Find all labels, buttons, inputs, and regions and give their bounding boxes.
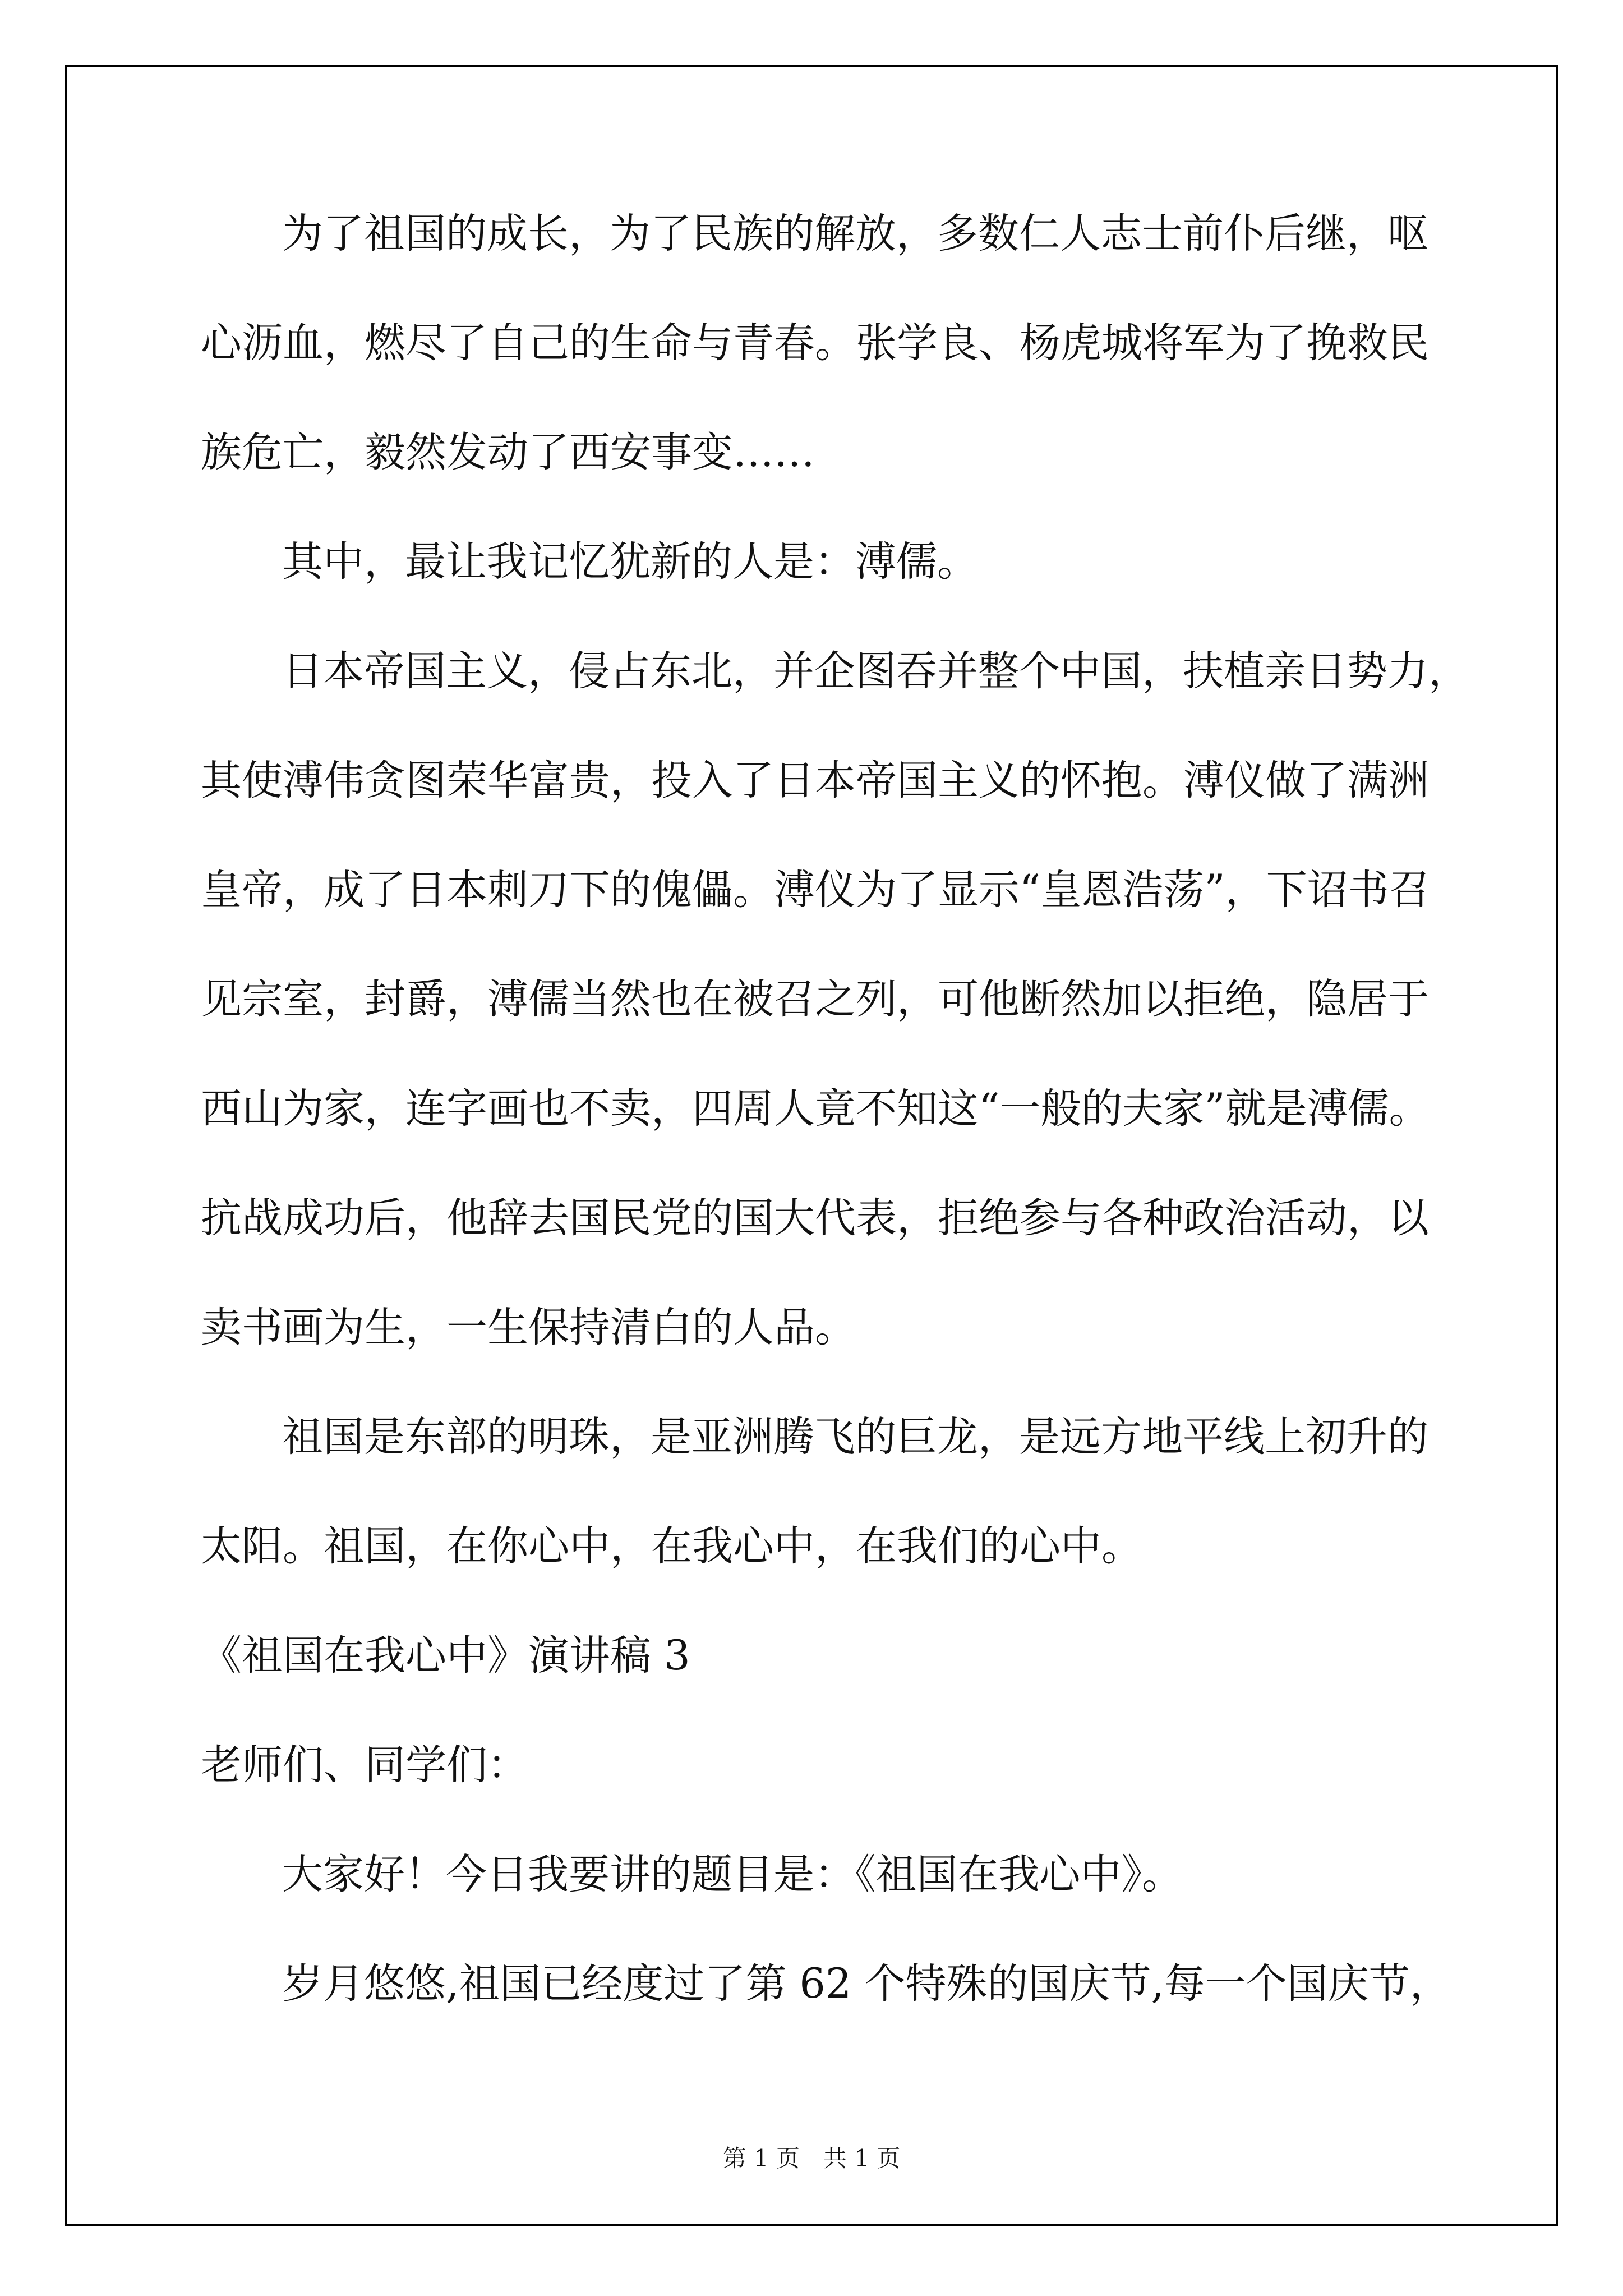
text-line: 心沥血，燃尽了自己的生命与青春。张学良、杨虎城将军为了挽救民 [201,319,1429,367]
text-line: 太阳。祖国，在你心中，在我心中，在我们的心中。 [201,1522,1142,1570]
text-line: 西山为家，连字画也不卖，四周人竟不知这“一般的夫家”就是溥儒。 [201,1085,1430,1133]
text-line: 见宗室，封爵，溥儒当然也在被召之列，可他断然加以拒绝，隐居于 [201,976,1429,1023]
page-number-footer: 第 1 页 共 1 页 [722,2145,901,2172]
text-line: 其使溥伟贪图荣华富贵，投入了日本帝国主义的怀抱。溥仪做了满洲 [201,757,1429,804]
text-line: 抗战成功后，他辞去国民党的国大代表，拒绝参与各种政治活动，以 [201,1194,1429,1242]
section-heading: 《祖国在我心中》演讲稿 3 [201,1632,690,1680]
text-line: 大家好！今日我要讲的题目是：《祖国在我心中》。 [282,1851,1183,1898]
text-line: 族危亡，毅然发动了西安事变…… [201,429,815,476]
salutation: 老师们、同学们： [201,1741,528,1789]
text-line: 其中，最让我记忆犹新的人是：溥儒。 [282,538,978,586]
text-line: 日本帝国主义，侵占东北，并企图吞并整个中国，扶植亲日势力， [282,647,1469,695]
text-line: 皇帝，成了日本刺刀下的傀儡。溥仪为了显示“皇恩浩荡”，下诏书召 [201,866,1430,914]
text-line: 岁月悠悠,祖国已经度过了第 62 个特殊的国庆节,每一个国庆节， [282,1960,1451,2008]
text-line: 卖书画为生，一生保持清白的人品。 [201,1304,856,1351]
text-line: 为了祖国的成长，为了民族的解放，多数仁人志士前仆后继，呕 [282,210,1428,257]
text-line: 祖国是东部的明珠，是亚洲腾飞的巨龙，是远方地平线上初升的 [282,1413,1428,1461]
page-border [65,65,1558,2226]
